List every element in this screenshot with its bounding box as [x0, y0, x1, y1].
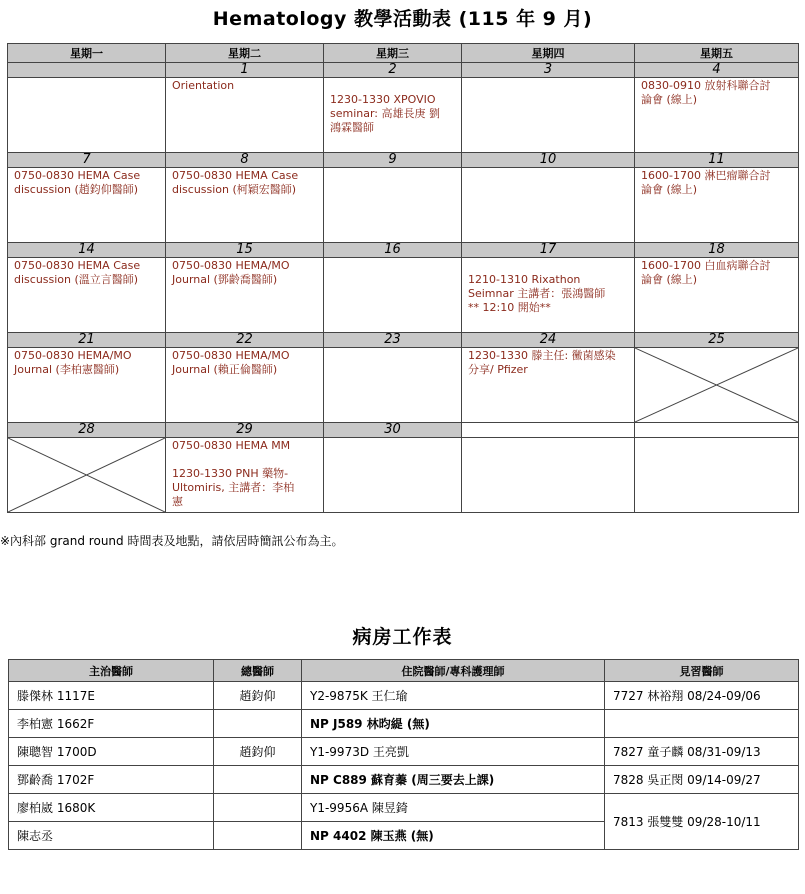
date-number: 4	[635, 63, 799, 78]
event-row	[8, 168, 799, 243]
day-cell	[635, 438, 799, 513]
ward-cell	[214, 766, 302, 794]
date-number: 10	[462, 153, 635, 168]
ward-cell	[214, 710, 302, 738]
weekday-header: 星期一	[8, 44, 166, 63]
event-text: 0750-0830 HEMA MM 1230-1330 PNH 藥物- Ultomiris, 主講者：李柏 憲	[172, 439, 295, 508]
event-text: 1210-1310 Rixathon Seimnar 主講者：張鴻醫師 ** 12:10 開始**	[468, 273, 606, 314]
event-text	[324, 258, 461, 259]
day-cell	[166, 438, 324, 513]
date-number: 15	[166, 243, 324, 258]
day-cell	[324, 348, 462, 423]
ward-row	[9, 682, 799, 710]
ward-header: 見習醫師	[605, 660, 799, 682]
event-text: 0750-0830 HEMA Case discussion (溫立言醫師)	[14, 259, 141, 286]
day-cell	[462, 348, 635, 423]
date-number: 22	[166, 333, 324, 348]
event-text: 1600-1700 淋巴瘤聯合討 論會 (線上)	[641, 169, 771, 196]
date-number: 8	[166, 153, 324, 168]
day-cell	[324, 438, 462, 513]
ward-table	[8, 659, 799, 850]
ward-cell	[214, 822, 302, 850]
date-number: 11	[635, 153, 799, 168]
date-number: 3	[462, 63, 635, 78]
ward-cell: NP J589 林昀緹 (無)	[302, 710, 605, 738]
ward-row	[9, 794, 799, 822]
day-cell	[635, 168, 799, 243]
day-cell	[8, 258, 166, 333]
event-text	[635, 438, 798, 439]
event-text: 0750-0830 HEMA Case discussion (趙鈞仰醫師)	[14, 169, 141, 196]
day-cell	[324, 168, 462, 243]
event-text: 0830-0910 放射科聯合討 論會 (線上)	[641, 79, 771, 106]
ward-header: 主治醫師	[9, 660, 214, 682]
day-cell	[635, 348, 799, 423]
event-text	[462, 78, 634, 79]
date-number	[8, 63, 166, 78]
event-row	[8, 258, 799, 333]
event-text	[324, 168, 461, 169]
date-number: 18	[635, 243, 799, 258]
date-row	[8, 423, 799, 438]
ward-cell: 7827 童子麟 08/31-09/13	[605, 738, 799, 766]
event-text: 1230-1330 滕主任: 黴菌感染 分享/ Pfizer	[468, 349, 616, 376]
day-cell	[462, 438, 635, 513]
ward-table-title: 病房工作表	[352, 626, 453, 648]
date-row	[8, 333, 799, 348]
event-row	[8, 348, 799, 423]
ward-cell: NP 4402 陳玉燕 (無)	[302, 822, 605, 850]
date-number: 17	[462, 243, 635, 258]
date-number: 28	[8, 423, 166, 438]
day-cell	[462, 78, 635, 153]
event-text	[462, 438, 634, 439]
event-text: 0750-0830 HEMA Case discussion (柯穎宏醫師)	[172, 169, 299, 196]
date-row	[8, 243, 799, 258]
date-row	[8, 153, 799, 168]
event-text: 1230-1330 XPOVIO seminar: 高雄長庚 劉 鴻霖醫師	[330, 93, 441, 134]
ward-cell: Y1-9956A 陳昱錡	[302, 794, 605, 822]
ward-cell: 鄧齡喬 1702F	[9, 766, 214, 794]
day-cell	[324, 258, 462, 333]
ward-cell	[605, 710, 799, 738]
date-number: 21	[8, 333, 166, 348]
ward-cell: Y1-9973D 王亮凱	[302, 738, 605, 766]
day-cell	[8, 78, 166, 153]
crossed-out-mark	[8, 438, 165, 512]
ward-row	[9, 710, 799, 738]
day-cell	[635, 78, 799, 153]
ward-row	[9, 738, 799, 766]
day-cell	[324, 78, 462, 153]
date-number	[462, 423, 635, 438]
ward-header: 住院醫師/專科護理師	[302, 660, 605, 682]
ward-cell: 7813 張雙雙 09/28-10/11	[605, 794, 799, 850]
day-cell	[462, 258, 635, 333]
ward-cell: 陳志丞	[9, 822, 214, 850]
event-text: 1600-1700 白血病聯合討 論會 (線上)	[641, 259, 771, 286]
date-row	[8, 63, 799, 78]
weekday-header: 星期二	[166, 44, 324, 63]
ward-cell: 7727 林裕翔 08/24-09/06	[605, 682, 799, 710]
date-number: 23	[324, 333, 462, 348]
date-number: 16	[324, 243, 462, 258]
event-text	[8, 78, 165, 79]
day-cell	[166, 348, 324, 423]
event-text	[324, 438, 461, 439]
event-row	[8, 78, 799, 153]
date-number: 29	[166, 423, 324, 438]
event-text	[462, 168, 634, 169]
weekday-header: 星期五	[635, 44, 799, 63]
ward-row	[9, 766, 799, 794]
date-number: 24	[462, 333, 635, 348]
ward-cell: 趙鈞仰	[214, 682, 302, 710]
ward-cell: 廖柏崴 1680K	[9, 794, 214, 822]
event-text: Orientation	[172, 79, 235, 92]
ward-cell	[214, 794, 302, 822]
ward-header-row	[9, 660, 799, 682]
ward-cell: 滕傑林 1117E	[9, 682, 214, 710]
footnote: ※內科部 grand round 時間表及地點，請依居時簡訊公布為主。	[0, 534, 344, 548]
date-number: 14	[8, 243, 166, 258]
day-cell	[166, 78, 324, 153]
calendar-table	[7, 43, 799, 513]
day-cell	[166, 168, 324, 243]
ward-cell: 7828 吳正閔 09/14-09/27	[605, 766, 799, 794]
event-row	[8, 438, 799, 513]
day-cell	[462, 168, 635, 243]
event-text: 0750-0830 HEMA/MO Journal (賴正倫醫師)	[172, 349, 290, 376]
page-title: Hematology 教學活動表 (115 年 9 月)	[212, 8, 593, 30]
event-text: 0750-0830 HEMA/MO Journal (李柏憲醫師)	[14, 349, 132, 376]
event-text: 0750-0830 HEMA/MO Journal (鄧齡喬醫師)	[172, 259, 290, 286]
ward-cell: 李柏憲 1662F	[9, 710, 214, 738]
day-cell	[8, 168, 166, 243]
day-cell	[166, 258, 324, 333]
day-cell	[8, 438, 166, 513]
ward-header: 總醫師	[214, 660, 302, 682]
weekday-header: 星期三	[324, 44, 462, 63]
weekday-header-row	[8, 44, 799, 63]
ward-cell: 陳聰智 1700D	[9, 738, 214, 766]
date-number: 2	[324, 63, 462, 78]
weekday-header: 星期四	[462, 44, 635, 63]
date-number: 7	[8, 153, 166, 168]
crossed-out-mark	[635, 348, 798, 422]
event-text	[324, 348, 461, 349]
date-number: 30	[324, 423, 462, 438]
day-cell	[8, 348, 166, 423]
date-number: 9	[324, 153, 462, 168]
date-number	[635, 423, 799, 438]
ward-cell: Y2-9875K 王仁瑜	[302, 682, 605, 710]
ward-cell: NP C889 蘇育蓁 (周三要去上課)	[302, 766, 605, 794]
ward-cell: 趙鈞仰	[214, 738, 302, 766]
date-number: 25	[635, 333, 799, 348]
day-cell	[635, 258, 799, 333]
date-number: 1	[166, 63, 324, 78]
